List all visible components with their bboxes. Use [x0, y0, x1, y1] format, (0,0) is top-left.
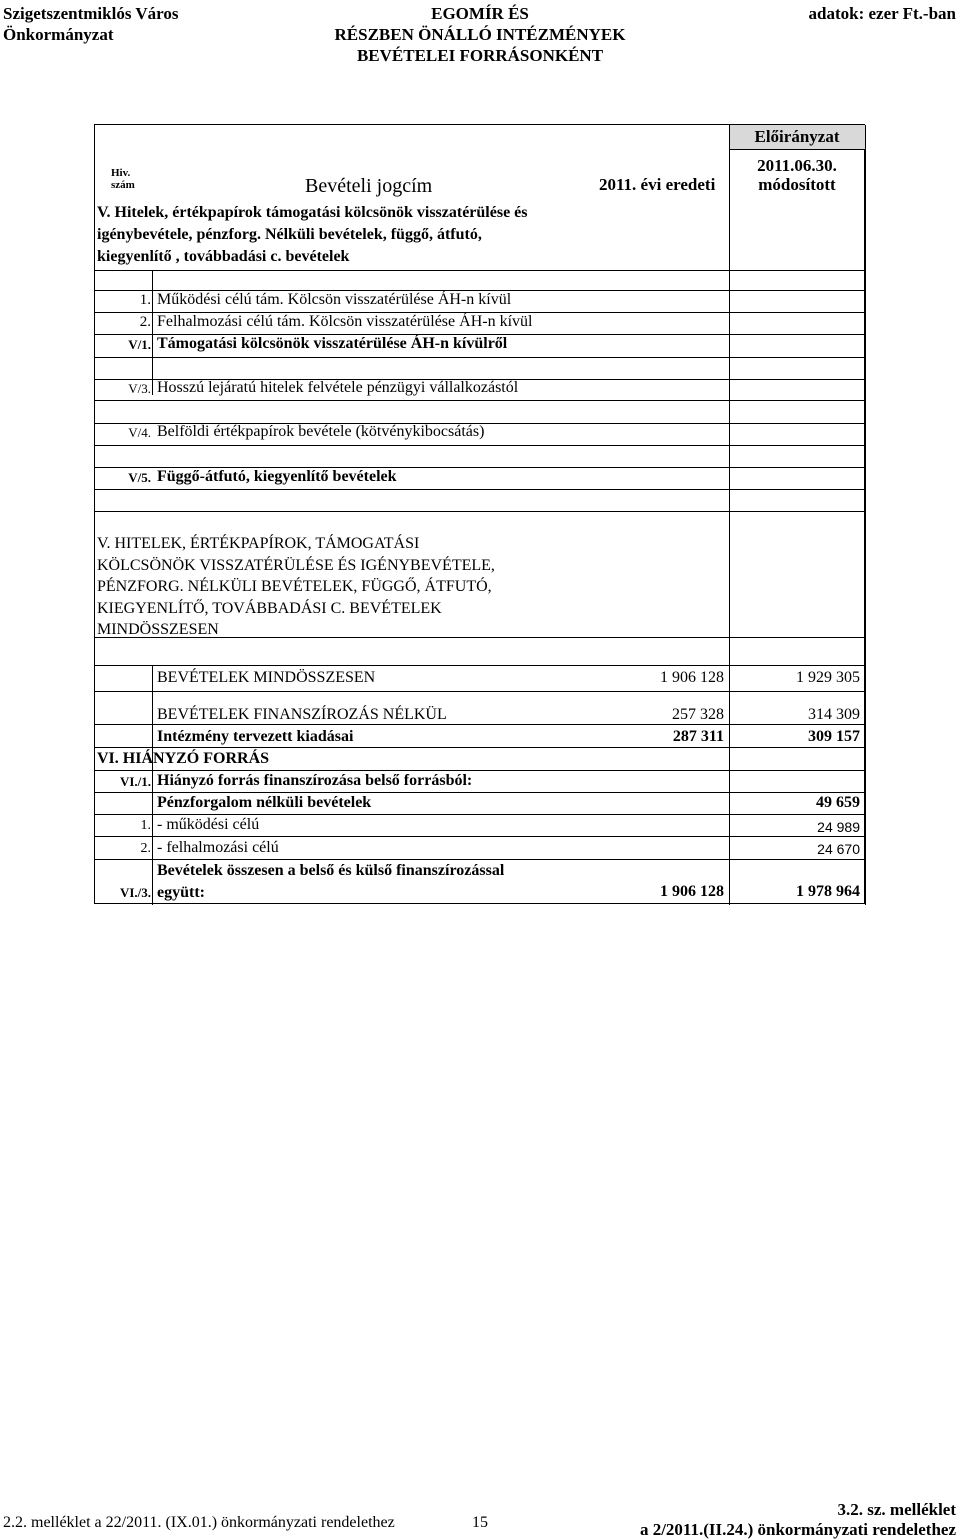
unit-note: adatok: ezer Ft.-ban [808, 4, 956, 23]
row-label: Támogatási kölcsönök visszatérülése ÁH-n kívülről [157, 335, 508, 352]
v-total-line5: MINDÖSSZESEN [97, 621, 219, 638]
v-total-line4: KIEGYENLÍTŐ, TOVÁBBADÁSI C. BEVÉTELEK [97, 599, 442, 617]
int-label: Intézmény tervezett kiadásai [157, 728, 354, 745]
section-v-line3: kiegyenlítő , továbbadási c. bevételek [97, 248, 350, 265]
bev-mind-eredeti: 1 906 128 [660, 669, 724, 686]
municipality-line1: Szigetszentmiklós Város [3, 4, 179, 23]
grid-line [95, 747, 865, 748]
col-modositott-header [729, 156, 865, 194]
row-label: Függő-átfutó, kiegyenlítő bevételek [157, 468, 397, 485]
section-v-line1: V. Hitelek, értékpapírok támogatási kölcsönök visszatérülése és [97, 204, 528, 221]
grid-line [95, 792, 865, 793]
vi3-modositott: 1 978 964 [796, 883, 860, 900]
grid-line [95, 836, 865, 837]
row-label: Felhalmozási célú tám. Kölcsön visszatérülése ÁH-n kívül [157, 313, 533, 330]
row-label: Belföldi értékpapírok bevétele (kötvénykibocsátás) [157, 423, 485, 440]
grid-line [95, 511, 865, 512]
grid-line [95, 770, 865, 771]
title-line1: EGOMÍR ÉS [431, 4, 529, 23]
municipality-name [3, 3, 179, 45]
vi3-code: VI./3. [119, 885, 151, 900]
grid-line [729, 125, 730, 905]
row-label: Hosszú lejáratú hitelek felvétele pénzügyi vállalkozástól [157, 379, 519, 396]
vi3-label [157, 860, 504, 904]
v-total-label [97, 533, 495, 641]
row-code: V/4. [128, 425, 151, 440]
vi1-label: Hiányzó forrás finanszírozása belső forrásból: [157, 772, 473, 789]
v-total-line2: KÖLCSÖNÖK VISSZATÉRÜLÉSE ÉS IGÉNYBEVÉTELE, [97, 556, 495, 574]
revenue-table [94, 124, 865, 904]
grid-line [95, 270, 865, 271]
grid-line [95, 400, 865, 401]
page-number: 15 [472, 1514, 488, 1531]
bev-fin-label: BEVÉTELEK FINANSZÍROZÁS NÉLKÜL [157, 706, 447, 723]
grid-line [95, 665, 865, 666]
penz-modositott: 49 659 [816, 794, 860, 811]
bev-mind-label: BEVÉTELEK MINDÖSSZESEN [157, 669, 376, 686]
vi-title: VI. HIÁNYZÓ FORRÁS [97, 750, 270, 767]
eloiranyzat-group-header: Előirányzat [754, 127, 840, 146]
penz-label: Pénzforgalom nélküli bevételek [157, 794, 372, 811]
grid-line [729, 149, 865, 150]
row-code: V/3. [128, 381, 151, 396]
section-v-title [97, 202, 528, 268]
vi1-code: VI./1. [119, 774, 151, 789]
footer-right-line1: 3.2. sz. melléklet [837, 1500, 956, 1519]
bev-fin-eredeti: 257 328 [672, 706, 724, 723]
title-line3: BEVÉTELEI FORRÁSONKÉNT [356, 46, 604, 65]
row-code: 2. [139, 314, 151, 330]
vi3-eredeti: 1 906 128 [660, 883, 724, 900]
title-line2: RÉSZBEN ÖNÁLLÓ INTÉZMÉNYEK [334, 25, 626, 44]
m2-modositott: 24 670 [817, 841, 860, 857]
document-title [320, 3, 640, 66]
grid-line [95, 489, 865, 490]
m2-code: 2. [140, 841, 151, 856]
section-v-line2: igénybevétele, pénzforg. Nélküli bevételek, függő, átfutó, [97, 226, 482, 243]
grid-line [152, 665, 153, 905]
col-hiv-header [111, 167, 135, 191]
bev-fin-modositott: 314 309 [808, 706, 860, 723]
m1-label: - működési célú [157, 816, 260, 833]
footer-right [640, 1500, 956, 1540]
grid-line [95, 691, 865, 692]
m1-code: 1. [140, 818, 151, 833]
row-label: Működési célú tám. Kölcsön visszatérülése ÁH-n kívül [157, 291, 512, 308]
m1-modositott: 24 989 [817, 819, 860, 835]
bev-mind-modositott: 1 929 305 [796, 669, 860, 686]
int-eredeti: 287 311 [672, 728, 724, 745]
v-total-line1: V. HITELEK, ÉRTÉKPAPÍROK, TÁMOGATÁSI [97, 535, 420, 552]
col-eredeti-header: 2011. évi eredeti [599, 175, 716, 194]
vi3-label-line2: együtt: [157, 884, 205, 901]
grid-line [865, 125, 866, 905]
grid-line [152, 270, 153, 395]
grid-line [95, 445, 865, 446]
footer-right-line2: a 2/2011.(II.24.) önkormányzati rendelethez [639, 1520, 956, 1539]
grid-line [95, 814, 865, 815]
m2-label: - felhalmozási célú [157, 839, 279, 856]
col-modositott-line1: 2011.06.30. [757, 156, 837, 175]
col-hiv-line1: Hiv. [111, 167, 131, 179]
col-jogcim-header: Bevételi jogcím [305, 175, 433, 197]
row-code: 1. [139, 292, 151, 308]
footer-left: 2.2. melléklet a 22/2011. (IX.01.) önkormányzati rendelethez [3, 1514, 395, 1531]
row-code: V/5. [128, 470, 151, 485]
v-total-line3: PÉNZFORG. NÉLKÜLI BEVÉTELEK, FÜGGŐ, ÁTFUTÓ, [97, 578, 492, 595]
col-hiv-line2: szám [111, 179, 135, 191]
vi3-label-line1: Bevételek összesen a belső és külső finanszírozással [157, 862, 505, 879]
grid-line [95, 357, 865, 358]
municipality-line2: Önkormányzat [3, 25, 114, 44]
int-modositott: 309 157 [808, 728, 860, 745]
grid-line [95, 724, 865, 725]
col-modositott-line2: módosított [758, 175, 836, 194]
row-code: V/1. [128, 337, 151, 352]
